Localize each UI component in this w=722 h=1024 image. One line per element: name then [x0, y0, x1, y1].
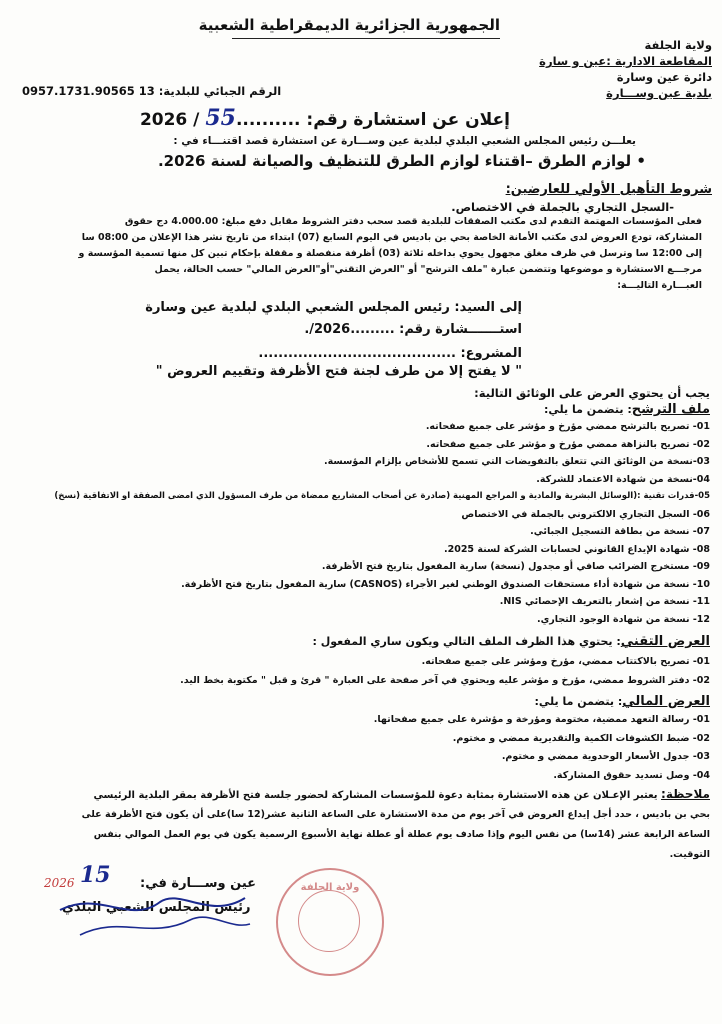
list-item: 07- نسخة من بطاقة التسجيل الجبائي. — [530, 526, 710, 537]
announcement-year: 2026 / — [139, 110, 200, 130]
daira-line: دائرة عين وسارة — [616, 70, 712, 84]
list-item: 02- تصريح بالنزاهة ممضي مؤرخ و مؤشر على جميع صفحاته. — [426, 438, 710, 450]
eligibility-para-line: مرجـــع الاستشارة و موضوعها وتتضمن عبارة "ملف الترشح" أو "العرض التقني"أو"العرض المالي" حسب الحالة، يحمل — [154, 264, 702, 275]
note-block — [10, 788, 710, 868]
technical-heading-label: العرض التقني — [620, 634, 710, 649]
envelope-ref: استـــــــشارة رقم: .........2026/. — [304, 322, 522, 337]
note-heading: ملاحظة: — [661, 787, 710, 801]
candidacy-heading — [544, 402, 710, 418]
note-line: الساعة الرابعة عشر (14سا) من نفس اليوم وإذا صادف يوم عطلة أو عطلة نهاية الأسبوع الرسمية يكون في يوم العمل الموالي بنفس — [93, 829, 710, 840]
list-item: 12- نسخة من شهادة الوجود التجاري. — [536, 613, 710, 625]
note-line: بحي بن باديس ، حدد أجل إيداع العروض في آخر يوم من مدة الاستشارة على الساعة الثانية عشر(12 سا)على أن يكون فتح الأظرفة على — [81, 809, 710, 820]
announcement-number: 55 — [205, 105, 236, 131]
candidacy-list — [54, 420, 710, 630]
list-item: 05-قدرات تقنية :(الوسائل البشرية والمادية و المراجع المهنية (صادرة عن أصحاب المشاريع ممضاة من طرف المسؤول الذي امضى الصفقة او الاتفاقية (نسخ) — [54, 491, 710, 501]
technical-heading-tail: : يحتوي هذا الظرف الملف التالي ويكون ساري المفعول : — [312, 635, 621, 648]
eligibility-item: -السجل التجاري بالجملة في الاختصاص. — [451, 200, 674, 214]
list-item: 09- مستخرج الضرائب صافي أو مجدول (نسخة) سارية المفعول بتاريخ فتح الأظرفة. — [321, 561, 710, 572]
list-item: 01- رسالة التعهد ممضية، مختومة ومؤرخة و مؤشرة على جميع صفحاتها. — [373, 714, 710, 725]
handwritten-signature — [40, 880, 260, 950]
signature-date-year: 2026 — [44, 876, 75, 890]
eligibility-para-line: المشاركة، تودع العروض لدى مكتب الأمانة الخاصة بحي بن باديس في اليوم السابع (07) ابتداء من تاريخ نشر هذا الإعلان من 08:00 سا — [81, 232, 702, 243]
list-item: 10- نسخة من شهادة أداء مستحقات الصندوق الوطني لغير الأجراء (CASNOS) سارية المفعول بتاريخ فتح الأظرفة. — [181, 578, 710, 590]
list-item: 02- دفتر الشروط ممضي، مؤرخ و مؤشر عليه ويحتوي في آخر صفحة على العبارة " قرئ و قبل " مكتوبة بخط اليد. — [180, 675, 710, 686]
subject-line — [158, 152, 646, 170]
documents-intro: يجب أن يحتوي العرض على الوثائق التالية: — [474, 386, 710, 400]
technical-list — [180, 655, 710, 693]
financial-heading-label: العرض المالي — [622, 694, 710, 709]
republic-heading: الجمهورية الجزائرية الديمقراطية الشعبية — [198, 16, 500, 34]
header-underline — [232, 38, 500, 39]
announcement-title-prefix: إعلان عن استشارة رقم: .......... — [235, 110, 510, 130]
stamp-text: ولاية الجلفة — [300, 882, 360, 893]
envelope-to: إلى السيد: رئيس المجلس الشعبي البلدي لبلدية عين وسارة — [145, 300, 522, 315]
tax-id — [22, 84, 281, 99]
candidacy-heading-label: ملف الترشح — [631, 402, 710, 417]
list-item: 04-نسخة من شهادة الاعتماد للشركة. — [536, 473, 710, 485]
technical-heading — [312, 634, 710, 650]
envelope-notice: " لا يفتح إلا من طرف لجنة فتح الأظرفة وتقييم العروض " — [155, 364, 522, 379]
signature-title: رئيس المجلس الشعبي البلدي — [62, 900, 251, 915]
signature-stroke — [60, 898, 245, 910]
list-item: 02- ضبط الكشوفات الكمية والتقديرية ممضي و مختوم. — [452, 732, 710, 744]
district-line: المقاطعة الادارية :عين و سارة — [539, 54, 712, 68]
candidacy-heading-tail: : يتضمن ما يلي: — [544, 403, 632, 416]
official-stamp — [276, 868, 384, 976]
eligibility-para-line: فعلى المؤسسات المهتمة التقدم لدى مكتب الصفقات للبلدية قصد سحب دفتر الشروط مقابل دفع مبلغ: 4.000.00 دج حقوق — [124, 216, 702, 227]
list-item: 08- شهادة الإيداع القانوني لحسابات الشركة لسنة 2025. — [443, 543, 710, 555]
note-first-line — [10, 788, 710, 808]
announcement-title — [139, 105, 510, 131]
subject-text: لوازم الطرق –اقتناء لوازم الطرق للتنظيف والصيانة لسنة 2026. — [157, 152, 632, 170]
eligibility-heading: شروط التأهيل الأولي للعارضين: — [505, 182, 712, 197]
eligibility-para-line: العبـــارة التاليـــة: — [617, 280, 702, 291]
tax-id-value: 0957.1731.90565 — [22, 84, 135, 98]
subject-bullet: • — [636, 152, 646, 170]
tax-id-label: الرقم الجبائي للبلدية: 13 — [138, 84, 282, 98]
financial-list — [374, 713, 710, 787]
stamp-inner-ring — [298, 890, 360, 952]
signature-date-day: 15 — [80, 862, 111, 888]
list-item: 11- نسخة من إشعار بالتعريف الإحصائي NIS. — [499, 596, 710, 607]
list-item: 01- تصريح بالاكتتاب ممضي، مؤرخ ومؤشر على جميع صفحاته. — [421, 656, 710, 667]
announcement-intro: يعلـــن رئيس المجلس الشعبي البلدي لبلدية عين وســـارة عن استشارة قصد اقتنـــاء في : — [173, 135, 636, 147]
commune-line: بلدية عين وســـارة — [606, 86, 712, 100]
list-item: 03-نسخة من الوثائق التي تتعلق بالتفويضات التي تسمح للأشخاص بإلزام المؤسسة. — [324, 456, 710, 467]
list-item: 01- تصريح بالترشح ممضي مؤرخ و مؤشر على جميع صفحاته. — [425, 421, 710, 432]
signature-place: عين وســـارة في: — [140, 876, 257, 891]
list-item: 04- وصل تسديد حقوق المشاركة. — [553, 769, 710, 781]
list-item: 06- السجل التجاري الالكتروني بالجملة في الاختصاص — [461, 508, 710, 520]
note-line: يعتبر الإعـلان عن هذه الاستشارة بمثابة دعوة للمؤسسات المشاركة لحضور جلسة فتح الأظرفة بمقر البلدية الرئيسي — [93, 790, 658, 801]
financial-heading — [535, 694, 710, 710]
financial-heading-tail: : يتضمن ما يلي: — [534, 695, 623, 708]
eligibility-para-line: إلى 12:00 سا وترسل في ظرف مغلق مجهول يحوي بداخله ثلاثة (03) أظرفة منفصلة و مقفلة بإحكام تبين كل منها تسمية المؤسسة و — [78, 248, 702, 259]
note-line: التوقيت. — [669, 849, 710, 860]
envelope-project: المشروع: ........................................ — [258, 346, 522, 361]
wilaya-line: ولاية الجلفة — [644, 38, 712, 52]
list-item: 03- جدول الأسعار الوحدوية ممضي و مختوم. — [501, 751, 710, 762]
eligibility-paragraph — [12, 215, 702, 295]
signature-stroke — [80, 917, 250, 935]
